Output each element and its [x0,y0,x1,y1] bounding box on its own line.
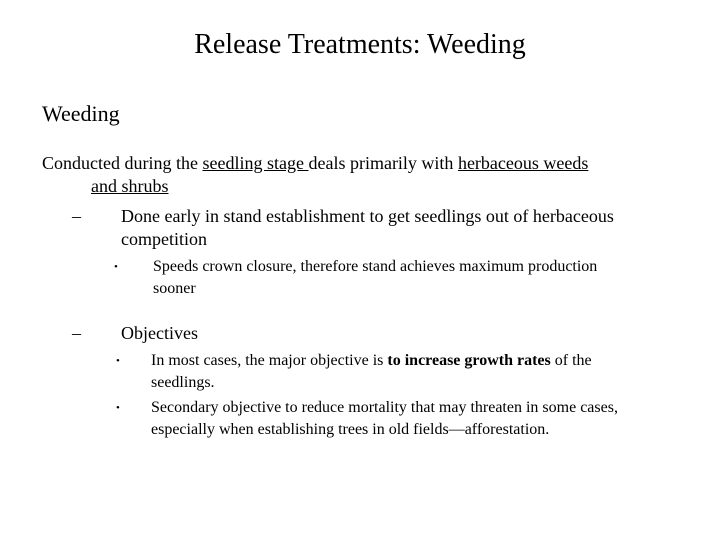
bullet-2-bold: to increase growth rates [387,352,551,369]
bullet-3 [151,397,691,441]
dash-marker-2: – [72,323,81,343]
sub-point-2-label: Objectives [121,323,198,343]
main-point-text-2: deals primarily with [308,153,458,173]
bullet-2-line-2: seedlings. [151,374,215,391]
bullet-marker-2: • [116,355,120,367]
bullet-2 [151,350,691,394]
main-point-underline-2b: and shrubs [91,176,169,196]
sub-point-2 [121,322,691,345]
slide-title: Release Treatments: Weeding [194,29,526,60]
sub-point-1 [121,205,691,251]
bullet-2-line-1 [151,350,691,372]
sub-point-1-line-1: Done early in stand establishment to get seedlings out of herbaceous [121,206,614,226]
bullet-marker-1: • [114,261,118,273]
bullet-2-text-after: of the [550,352,592,369]
bullet-marker-3: • [116,402,120,414]
bullet-2-text-before: In most cases, the major objective is [151,352,388,369]
main-point-underline-1: seedling stage [202,153,309,173]
bullet-3-line-1: Secondary objective to reduce mortality that may threaten in some cases, [151,399,618,416]
dash-marker-1: – [72,206,81,226]
bullet-1-line-2: sooner [153,280,196,297]
main-point-text-1: Conducted during the [42,153,203,173]
section-heading: Weeding [42,101,120,126]
main-point-underline-2a: herbaceous weeds [457,153,589,173]
bullet-1 [153,256,693,300]
sub-point-1-line-2: competition [121,229,207,249]
bullet-1-line-1: Speeds crown closure, therefore stand achieves maximum production [153,258,598,275]
main-point [42,152,682,198]
bullet-3-line-2: especially when establishing trees in old fields—afforestation. [151,421,550,438]
